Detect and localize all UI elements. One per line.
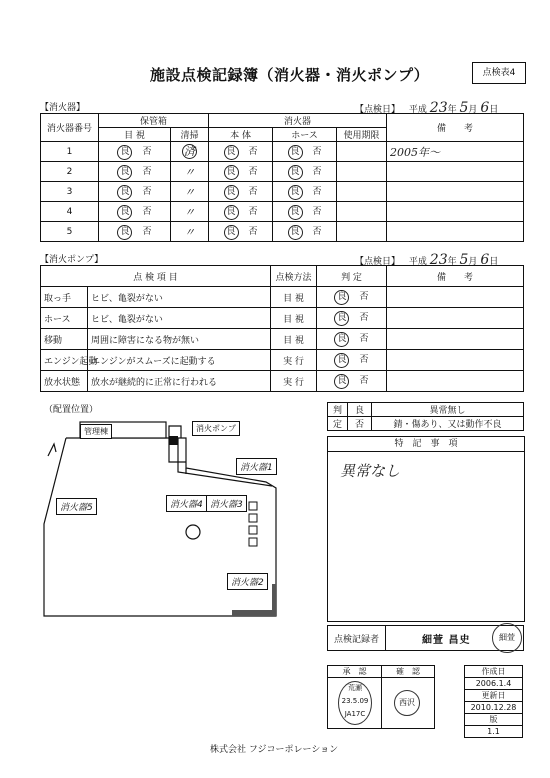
item-judgement bbox=[317, 329, 387, 350]
item-remark bbox=[387, 371, 524, 392]
bad-option: 否 bbox=[142, 166, 152, 177]
pump-section-label: 【消火ポンプ】 bbox=[40, 255, 104, 265]
item-part: ホース bbox=[41, 308, 88, 329]
bad-option: 否 bbox=[142, 226, 152, 237]
bad-option: 否 bbox=[359, 313, 369, 323]
created-label: 作成日 bbox=[465, 666, 523, 678]
legend-fixed: 定 bbox=[328, 417, 348, 431]
table-row bbox=[41, 371, 524, 392]
date-era: 平成 bbox=[408, 257, 427, 267]
good-circled: 良 bbox=[334, 374, 349, 389]
table-row bbox=[41, 308, 524, 329]
stamp-code: JA17C bbox=[344, 710, 366, 718]
date-month: 5 bbox=[459, 100, 469, 116]
notes-content: 異常なし bbox=[340, 462, 401, 480]
hose-judgement bbox=[273, 222, 337, 242]
item-description: 放水が継続的に正常に行われる bbox=[88, 371, 271, 392]
good-circled: 良 bbox=[117, 145, 132, 160]
north-arrow-icon bbox=[48, 444, 56, 456]
header-visual: 目 視 bbox=[99, 128, 171, 142]
good-circled: 良 bbox=[224, 185, 239, 200]
notes-header: 特 記 事 項 bbox=[328, 437, 524, 452]
bad-option: 否 bbox=[359, 355, 369, 365]
item-description: ヒビ、亀裂がない bbox=[88, 308, 271, 329]
date-day-unit: 日 bbox=[489, 105, 499, 115]
date-month: 5 bbox=[459, 252, 469, 268]
header-expiry: 使用期限 bbox=[337, 128, 387, 142]
item-description: 周囲に障害になる物が無い bbox=[88, 329, 271, 350]
date-year-unit: 年 bbox=[447, 257, 457, 267]
legend-bad-text: 錆・傷あり、又は動作不良 bbox=[372, 417, 524, 431]
date-year-unit: 年 bbox=[447, 105, 457, 115]
table-row bbox=[41, 329, 524, 350]
ext-box-marker bbox=[249, 526, 257, 534]
date-label: 【点検日】 bbox=[355, 257, 401, 267]
date-year: 23 bbox=[429, 100, 448, 116]
recorder-name: 細萱 昌史 bbox=[386, 626, 524, 651]
tank-circle bbox=[186, 525, 200, 539]
good-circled: 良 bbox=[117, 225, 132, 240]
site-map bbox=[36, 414, 321, 629]
item-description: エンジンがスムーズに起動する bbox=[88, 350, 271, 371]
revision-table bbox=[464, 665, 523, 738]
extinguisher-1-label: 消火器1 bbox=[236, 458, 277, 475]
remark-cell: 2005年〜 bbox=[387, 142, 524, 162]
ext-box-marker bbox=[249, 514, 257, 522]
visual-judgement bbox=[99, 182, 171, 202]
legend-good-text: 異常無し bbox=[372, 403, 524, 417]
item-judgement bbox=[317, 350, 387, 371]
header-remarks: 備 考 bbox=[387, 266, 524, 287]
good-circled: 良 bbox=[334, 290, 349, 305]
bad-option: 否 bbox=[248, 146, 258, 157]
item-description: ヒビ、亀裂がない bbox=[88, 287, 271, 308]
body-judgement bbox=[209, 182, 273, 202]
bad-option: 否 bbox=[312, 226, 322, 237]
good-circled: 良 bbox=[224, 165, 239, 180]
row-number: 1 bbox=[41, 142, 99, 162]
cleaning-cell: 〃 bbox=[171, 162, 209, 182]
good-circled: 良 bbox=[288, 145, 303, 160]
item-judgement bbox=[317, 308, 387, 329]
table-row bbox=[41, 350, 524, 371]
confirm-seal: 西沢 bbox=[394, 690, 420, 716]
bad-option: 否 bbox=[248, 166, 258, 177]
bad-option: 否 bbox=[248, 206, 258, 217]
item-method: 目 視 bbox=[271, 329, 317, 350]
date-day: 6 bbox=[480, 252, 490, 268]
form-id-badge: 点検表4 bbox=[472, 62, 526, 84]
header-body: 本 体 bbox=[209, 128, 273, 142]
remark-cell bbox=[387, 162, 524, 182]
cleaning-cell: 〃 bbox=[171, 222, 209, 242]
bad-option: 否 bbox=[142, 206, 152, 217]
recorder-seal: 細萱 bbox=[492, 623, 522, 653]
ext-box-marker bbox=[249, 538, 257, 546]
item-method: 目 視 bbox=[271, 287, 317, 308]
remark-cell bbox=[387, 202, 524, 222]
extinguisher-4-label: 消火器4 bbox=[166, 495, 207, 512]
building-label: 管理棟 bbox=[80, 424, 112, 439]
visual-judgement bbox=[99, 142, 171, 162]
cleaning-cell: 〃 bbox=[171, 202, 209, 222]
bad-option: 否 bbox=[248, 226, 258, 237]
approve-date-stamp bbox=[338, 681, 372, 725]
hose-judgement bbox=[273, 202, 337, 222]
item-part: エンジン起動 bbox=[41, 350, 88, 371]
good-circled: 良 bbox=[334, 353, 349, 368]
header-number: 消火器番号 bbox=[41, 114, 99, 142]
hatched-area bbox=[272, 584, 276, 616]
visual-judgement bbox=[99, 162, 171, 182]
item-judgement bbox=[317, 371, 387, 392]
good-circled: 良 bbox=[117, 185, 132, 200]
remark-cell bbox=[387, 182, 524, 202]
body-judgement bbox=[209, 162, 273, 182]
good-circled: 良 bbox=[334, 311, 349, 326]
expiry-cell bbox=[337, 162, 387, 182]
item-remark bbox=[387, 287, 524, 308]
good-circled: 良 bbox=[224, 205, 239, 220]
expiry-cell bbox=[337, 142, 387, 162]
hose-judgement bbox=[273, 162, 337, 182]
legend-bad: 否 bbox=[348, 417, 372, 431]
item-remark bbox=[387, 308, 524, 329]
bad-option: 否 bbox=[359, 292, 369, 302]
bad-option: 否 bbox=[142, 186, 152, 197]
item-part: 取っ手 bbox=[41, 287, 88, 308]
extinguisher-table bbox=[40, 113, 524, 242]
remark-cell bbox=[387, 222, 524, 242]
row-number: 3 bbox=[41, 182, 99, 202]
bad-option: 否 bbox=[359, 334, 369, 344]
pump-marker bbox=[169, 436, 178, 445]
item-remark bbox=[387, 329, 524, 350]
good-circled: 良 bbox=[117, 205, 132, 220]
table-row bbox=[41, 222, 524, 242]
good-circled: 良 bbox=[288, 205, 303, 220]
recorder-label: 点検記録者 bbox=[328, 626, 386, 651]
hatched-area bbox=[232, 610, 276, 616]
good-circled: 良 bbox=[288, 225, 303, 240]
header-storage-box: 保管箱 bbox=[99, 114, 209, 128]
expiry-cell bbox=[337, 182, 387, 202]
row-number: 5 bbox=[41, 222, 99, 242]
visual-judgement bbox=[99, 222, 171, 242]
extinguisher-section-label: 【消火器】 bbox=[40, 103, 86, 113]
cleaning-cell bbox=[171, 142, 209, 162]
expiry-cell bbox=[337, 202, 387, 222]
pump-label: 消火ポンプ bbox=[192, 421, 240, 436]
bad-option: 否 bbox=[312, 186, 322, 197]
date-label: 【点検日】 bbox=[355, 105, 401, 115]
table-row bbox=[41, 142, 524, 162]
bad-option: 否 bbox=[142, 146, 152, 157]
good-circled: 良 bbox=[224, 145, 239, 160]
legend-good: 良 bbox=[348, 403, 372, 417]
stamp-name: 荒瀬 bbox=[348, 684, 362, 692]
page-title: 施設点検記録簿（消火器・消火ポンプ） bbox=[150, 66, 430, 84]
bad-option: 否 bbox=[248, 186, 258, 197]
body-judgement bbox=[209, 222, 273, 242]
date-month-unit: 月 bbox=[468, 105, 478, 115]
updated-label: 更新日 bbox=[465, 690, 523, 702]
good-circled: 良 bbox=[334, 332, 349, 347]
legend-judge: 判 bbox=[328, 403, 348, 417]
item-judgement bbox=[317, 287, 387, 308]
notes-box bbox=[327, 436, 525, 622]
item-method: 実 行 bbox=[271, 350, 317, 371]
table-row bbox=[41, 162, 524, 182]
row-number: 2 bbox=[41, 162, 99, 182]
table-row bbox=[41, 202, 524, 222]
header-method: 点検方法 bbox=[271, 266, 317, 287]
good-circled: 良 bbox=[288, 165, 303, 180]
bad-option: 否 bbox=[312, 206, 322, 217]
item-method: 目 視 bbox=[271, 308, 317, 329]
item-method: 実 行 bbox=[271, 371, 317, 392]
good-circled: 良 bbox=[224, 225, 239, 240]
extinguisher-2-label: 消火器2 bbox=[227, 573, 268, 590]
body-judgement bbox=[209, 142, 273, 162]
layout-section-label: （配置位置） bbox=[44, 405, 99, 415]
body-judgement bbox=[209, 202, 273, 222]
row-number: 4 bbox=[41, 202, 99, 222]
date-era: 平成 bbox=[408, 105, 427, 115]
created-date: 2006.1.4 bbox=[465, 678, 523, 690]
table-row bbox=[41, 182, 524, 202]
extinguisher-5-label: 消火器5 bbox=[56, 498, 97, 515]
cleaning-cell: 〃 bbox=[171, 182, 209, 202]
date-day: 6 bbox=[480, 100, 490, 116]
header-judgement: 判 定 bbox=[317, 266, 387, 287]
date-month-unit: 月 bbox=[468, 257, 478, 267]
pump-table bbox=[40, 265, 524, 392]
header-hose: ホース bbox=[273, 128, 337, 142]
header-cleaning: 清掃 bbox=[171, 128, 209, 142]
bad-option: 否 bbox=[312, 166, 322, 177]
date-year: 23 bbox=[429, 252, 448, 268]
company-footer: 株式会社 フジコーポレーション bbox=[210, 745, 339, 755]
table-row bbox=[41, 287, 524, 308]
version-label: 版 bbox=[465, 714, 523, 726]
hose-judgement bbox=[273, 182, 337, 202]
ext-box-marker bbox=[249, 502, 257, 510]
item-remark bbox=[387, 350, 524, 371]
good-circled: 良 bbox=[288, 185, 303, 200]
hose-judgement bbox=[273, 142, 337, 162]
approve-header: 承 認 bbox=[328, 666, 382, 678]
visual-judgement bbox=[99, 202, 171, 222]
version-number: 1.1 bbox=[465, 726, 523, 738]
updated-date: 2010.12.28 bbox=[465, 702, 523, 714]
confirm-header: 確 認 bbox=[382, 666, 435, 678]
item-part: 移動 bbox=[41, 329, 88, 350]
header-remarks: 備 考 bbox=[387, 114, 524, 142]
cleaning-mark: 済 bbox=[184, 145, 195, 158]
header-item: 点 検 項 目 bbox=[41, 266, 271, 287]
extinguisher-3-label: 消火器3 bbox=[206, 495, 247, 512]
bad-option: 否 bbox=[312, 146, 322, 157]
expiry-cell bbox=[337, 222, 387, 242]
good-circled: 良 bbox=[117, 165, 132, 180]
bad-option: 否 bbox=[359, 376, 369, 386]
judgement-legend bbox=[327, 402, 524, 431]
header-extinguisher: 消火器 bbox=[209, 114, 387, 128]
item-part: 放水状態 bbox=[41, 371, 88, 392]
date-day-unit: 日 bbox=[489, 257, 499, 267]
stamp-date: 23.5.09 bbox=[341, 697, 369, 705]
